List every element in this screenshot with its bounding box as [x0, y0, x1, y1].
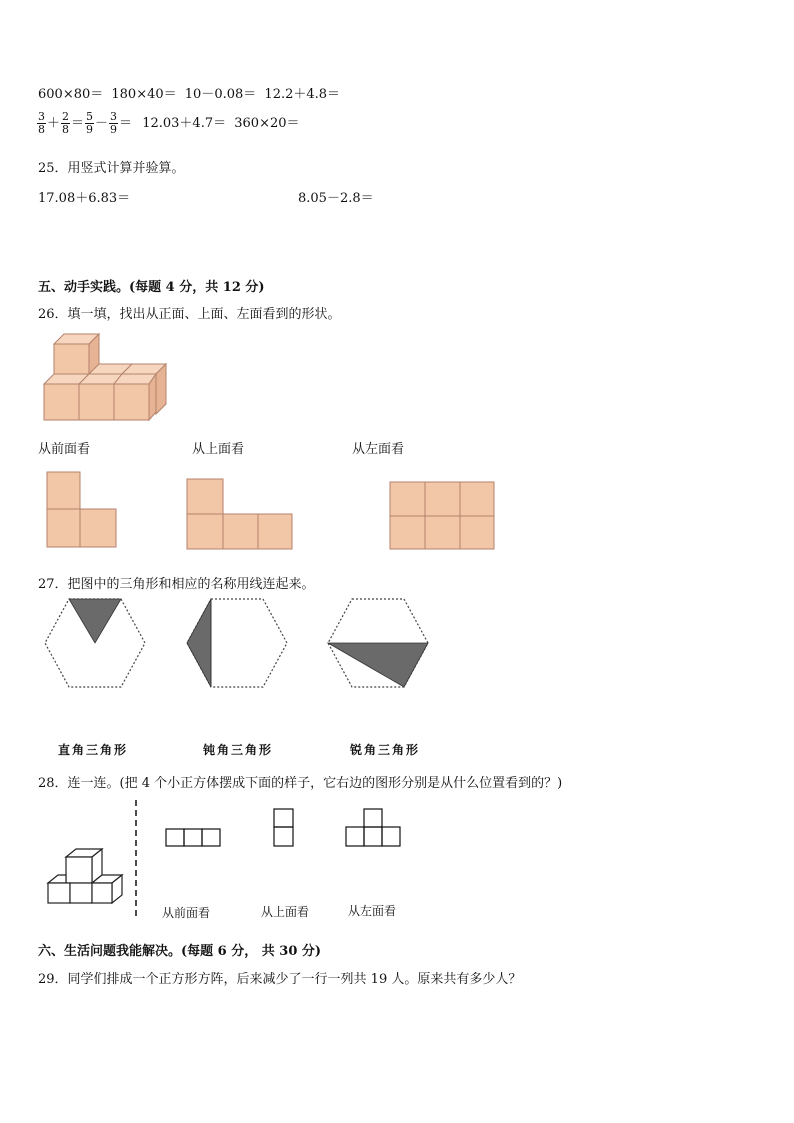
q27-hexagon-1	[43, 598, 147, 690]
q26-left-view	[389, 481, 497, 551]
q28-shape-2	[273, 808, 295, 848]
q26-top-view	[186, 478, 294, 552]
q27-label-obtuse-triangle: 钝角三角形	[203, 743, 274, 757]
section-5-heading: 五、动手实践。(每题 4 分，共 12 分)	[38, 280, 265, 295]
q28-cube-stack	[46, 847, 128, 905]
calc-item: 180×40＝	[111, 87, 177, 102]
q26-view-left-label: 从左面看	[352, 442, 405, 457]
q25-item-2: 8.05－2.8＝	[298, 191, 374, 206]
q26-title: 26．填一填，找出从正面、上面、左面看到的形状。	[38, 307, 341, 322]
fraction: $\frac{3}{8}$	[38, 110, 45, 136]
fraction: $\frac{3}{9}$	[110, 110, 118, 136]
calc-item: 12.03＋4.7＝	[142, 116, 227, 131]
q25-item-1: 17.08＋6.83＝	[38, 191, 131, 206]
q28-divider	[134, 800, 138, 918]
calc-item: 360×20＝	[234, 116, 300, 131]
q25-title: 25．用竖式计算并验算。	[38, 161, 185, 176]
calc-row-2: $\frac{3}{8}$ ＋ $\frac{2}{8}$ ＝ $\frac{5}{9}$ － $\frac{3}{9}$ ＝ 12.03＋4.7＝ 360×20＝	[38, 110, 300, 136]
q27-hexagon-2	[185, 598, 289, 690]
q28-shape-3	[345, 808, 403, 848]
q28-label-front: 从前面看	[162, 906, 211, 920]
q28-title: 28．连一连。(把 4 个小正方体摆成下面的样子，它右边的图形分别是从什么位置看到的？)	[38, 776, 563, 791]
q29-title: 29．同学们排成一个正方形方阵，后来减少了一行一列共 19 人。原来共有多少人？	[38, 972, 522, 987]
q27-title: 27．把图中的三角形和相应的名称用线连起来。	[38, 577, 315, 592]
q26-view-front-label: 从前面看	[38, 442, 91, 457]
calc-item: 12.2＋4.8＝	[264, 87, 341, 102]
q28-label-top: 从上面看	[261, 905, 310, 919]
section-6-heading: 六、生活问题我能解决。(每题 6 分， 共 30 分)	[38, 944, 322, 959]
fraction: $\frac{5}{9}$	[86, 110, 94, 136]
q28-shape-1	[165, 828, 221, 848]
q26-cube-stack	[44, 332, 174, 422]
q26-front-view	[46, 471, 118, 549]
q28-label-left: 从左面看	[348, 904, 397, 918]
q27-label-acute-triangle: 锐角三角形	[350, 743, 421, 757]
calc-row-1	[38, 83, 340, 102]
fraction: $\frac{2}{8}$	[62, 110, 70, 136]
q27-label-right-triangle: 直角三角形	[58, 743, 129, 757]
q27-hexagon-3	[326, 598, 430, 690]
q26-view-top-label: 从上面看	[192, 442, 245, 457]
calc-item: 10－0.08＝	[184, 87, 257, 102]
calc-item: 600×80＝	[38, 87, 104, 102]
